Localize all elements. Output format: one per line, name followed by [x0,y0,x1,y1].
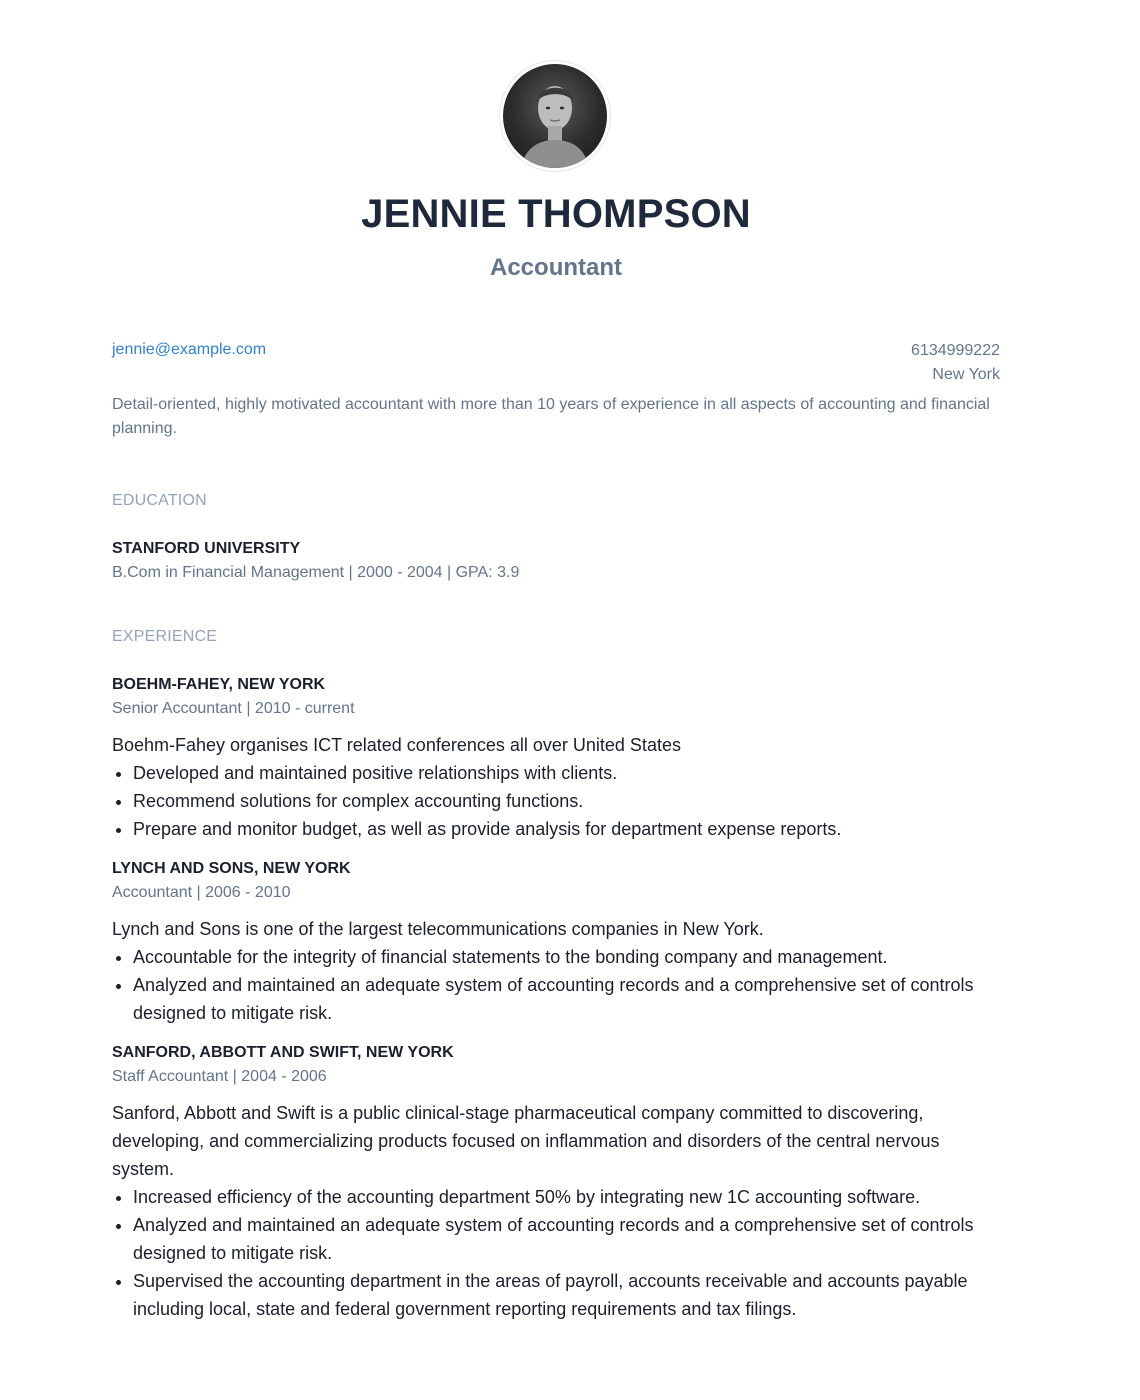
company-description: Lynch and Sons is one of the largest telecommunications companies in New York. [112,919,764,939]
list-item: • Recommend solutions for complex accounting functions. [133,787,1000,815]
experience-entry [112,857,1000,1027]
experience-entry [112,1041,1000,1323]
profile-summary: Detail-oriented, highly motivated accountant with more than 10 years of experience in all aspects of accounting and financial planning. [112,396,990,437]
list-item: • Analyzed and maintained an adequate system of accounting records and a comprehensive set of controls designed to mitigate risk. [133,971,1000,1027]
job-title: Accountant [490,254,622,281]
contact-info [911,339,1000,387]
experience-entry [112,673,1000,843]
role-dates: Staff Accountant | 2004 - 2006 [112,1068,327,1085]
school-name: STANFORD UNIVERSITY [112,540,301,557]
company-description: Sanford, Abbott and Swift is a public clinical-stage pharmaceutical company committed to discovering, developing, and commercializing products focused on inflammation and disorders of the central nervous system. [112,1103,940,1179]
achievement-list [112,943,1000,1027]
phone-number: 6134999222 [911,342,1000,359]
role-dates: Senior Accountant | 2010 - current [112,700,355,717]
profile-photo [503,64,607,168]
company-name: LYNCH AND SONS, NEW YORK [112,860,351,877]
location: New York [932,366,1000,383]
achievement-list [112,1183,1000,1323]
role-dates: Accountant | 2006 - 2010 [112,884,291,901]
list-item: • Accountable for the integrity of financial statements to the bonding company and management. [133,943,1000,971]
company-description: Boehm-Fahey organises ICT related conferences all over United States [112,735,681,755]
list-item: • Developed and maintained positive relationships with clients. [133,759,1000,787]
list-item: • Prepare and monitor budget, as well as provide analysis for department expense reports. [133,815,1000,843]
list-item: • Increased efficiency of the accounting department 50% by integrating new 1C accounting software. [133,1183,1000,1211]
list-item: • Analyzed and maintained an adequate system of accounting records and a comprehensive set of controls designed to mitigate risk. [133,1211,1000,1267]
education-heading: EDUCATION [112,492,207,509]
candidate-name: JENNIE THOMPSON [361,192,751,236]
experience-heading: EXPERIENCE [112,628,218,645]
email-link[interactable]: jennie@example.com [112,341,267,358]
degree-details: B.Com in Financial Management | 2000 - 2004 | GPA: 3.9 [112,564,520,581]
education-entry [112,537,1000,585]
achievement-list [112,759,1000,843]
company-name: SANFORD, ABBOTT AND SWIFT, NEW YORK [112,1044,454,1061]
list-item: • Supervised the accounting department in the areas of payroll, accounts receivable and accounts payable including local, state and federal government reporting requirements and tax filings. [133,1267,1000,1323]
company-name: BOEHM-FAHEY, NEW YORK [112,676,326,693]
portrait-icon [503,64,607,168]
avatar [499,60,611,172]
